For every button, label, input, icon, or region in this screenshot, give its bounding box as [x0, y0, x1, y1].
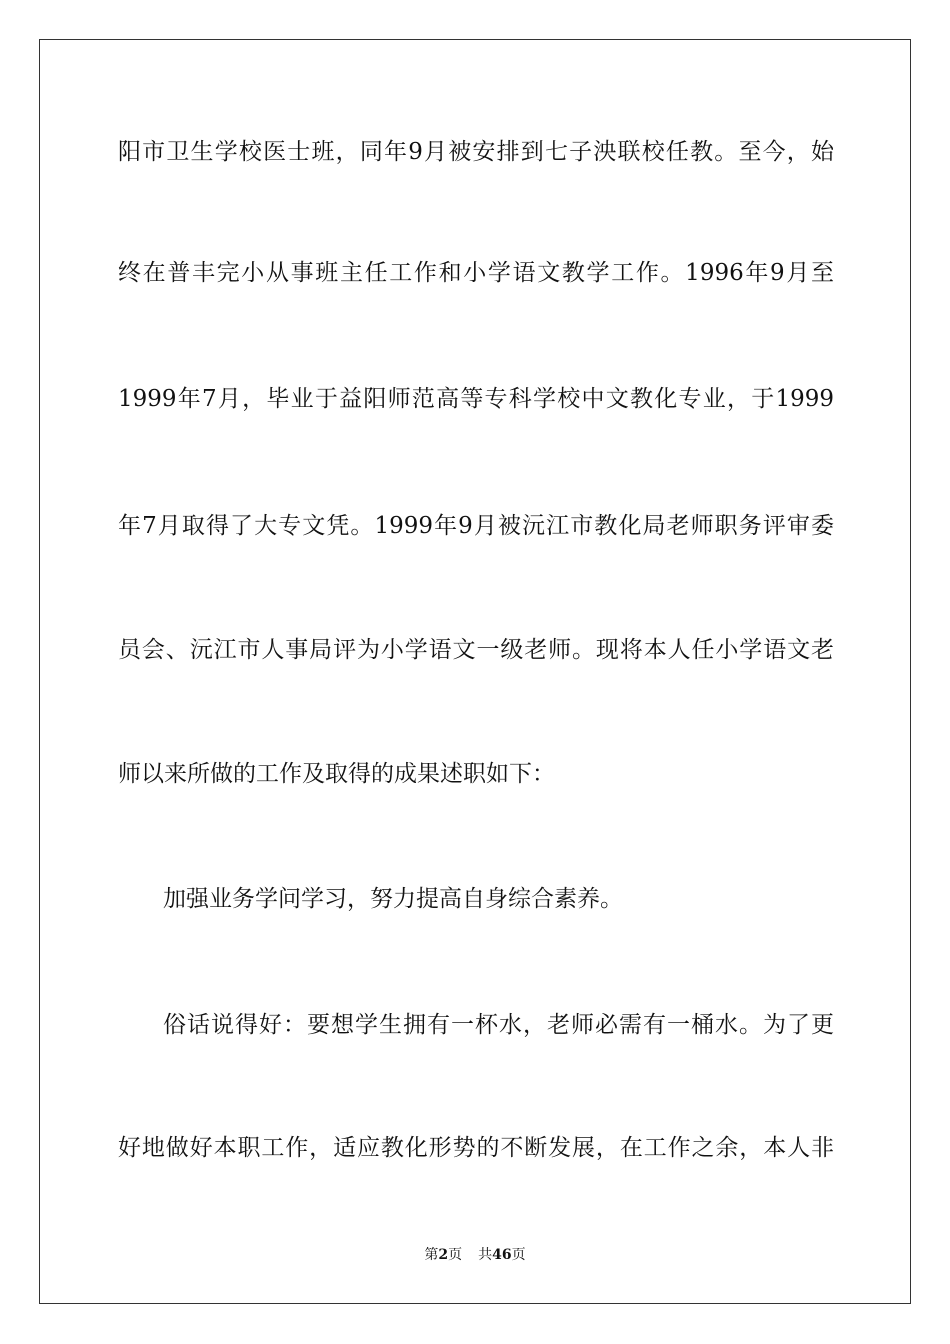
body-line-5: 员会、沅江市人事局评为小学语文一级老师。现将本人任小学语文老 [118, 637, 834, 663]
body-line-3: 1999年7月，毕业于益阳师范高等专科学校中文教化专业，于1999 [118, 386, 834, 412]
footer-page-prefix: 第 [424, 1247, 439, 1263]
body-line-2: 终在普丰完小从事班主任工作和小学语文教学工作。1996年9月至 [118, 260, 834, 286]
body-line-4: 年7月取得了大专文凭。1999年9月被沅江市教化局老师职务评审委 [118, 513, 834, 539]
page-border [39, 39, 911, 1304]
footer-page-number: 2 [438, 1247, 449, 1263]
body-line-6: 师以来所做的工作及取得的成果述职如下： [118, 761, 555, 787]
footer-total-pages: 46 [492, 1247, 512, 1263]
footer-total-suffix: 页 [511, 1247, 526, 1263]
body-line-9: 好地做好本职工作，适应教化形势的不断发展，在工作之余，本人非 [118, 1135, 834, 1161]
body-line-8: 俗话说得好：要想学生拥有一杯水，老师必需有一桶水。为了更 [163, 1012, 834, 1038]
footer-total-prefix: 共 [478, 1247, 493, 1263]
section-heading: 加强业务学问学习，努力提高自身综合素养。 [163, 886, 623, 912]
page-footer [0, 1246, 950, 1264]
body-line-1: 阳市卫生学校医士班，同年9月被安排到七子泱联校任教。至今，始 [118, 139, 834, 165]
footer-page-suffix: 页 [448, 1247, 463, 1263]
